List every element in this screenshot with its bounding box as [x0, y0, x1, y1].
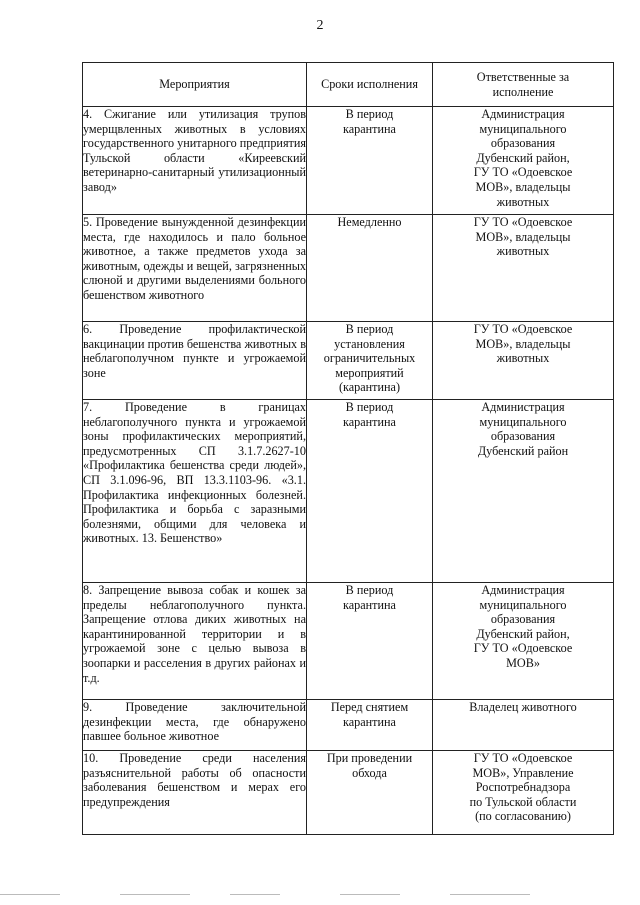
term-cell	[307, 400, 433, 583]
responsible-text: ГУ ТО «Одоевское МОВ», владельцы животных	[473, 215, 573, 259]
term-cell	[307, 700, 433, 751]
activity-text: 5. Проведение вынужденной дезинфекции места, где находилось и пало больное животное, а также предметов ухода за животным, одежды и вещей, загрязненных слюной и другими выделениями больного бешенством животного	[83, 215, 306, 302]
activity-cell	[83, 700, 307, 751]
measures-table	[82, 62, 614, 835]
responsible-text: Администрация муниципального образования Дубенский район, ГУ ТО «Одоевское МОВ», владельцы животных	[473, 107, 573, 209]
responsible-text: ГУ ТО «Одоевское МОВ», Управление Роспотребнадзора по Тульской области (по согласованию)	[469, 751, 577, 824]
term-text: Немедленно	[337, 215, 402, 229]
header-activities: Мероприятия	[83, 63, 307, 107]
header-terms: Сроки исполнения	[307, 63, 433, 107]
term-text: В период карантина	[343, 583, 396, 612]
activity-text: 10. Проведение среди населения разъяснительной работы об опасности заболевания бешенством и мерах его предупреждения	[83, 751, 306, 809]
activity-cell	[83, 583, 307, 700]
responsible-text: Администрация муниципального образования Дубенский район	[477, 400, 569, 458]
activity-cell	[83, 215, 307, 322]
responsible-cell	[433, 400, 614, 583]
table-row	[83, 583, 614, 700]
activity-cell	[83, 322, 307, 400]
activity-cell	[83, 751, 307, 835]
scan-artifact-line	[120, 894, 190, 895]
table-row	[83, 400, 614, 583]
activity-text: 4. Сжигание или утилизация трупов умерщвленных животных в условиях государственного унитарного предприятия Тульской области «Киреевский ветеринарно-санитарный утилизационный завод»	[83, 107, 307, 194]
table-row	[83, 751, 614, 835]
table-row	[83, 700, 614, 751]
term-text: В период установления ограничительных мероприятий (карантина)	[323, 322, 416, 395]
activity-text: 8. Запрещение вывоза собак и кошек за пределы неблагополучного пункта. Запрещение отлова диких животных на карантинированной территории и в угрожаемой зоне с целью вывоза в зоопарки и расселения в других районах и т.д.	[83, 583, 306, 685]
term-text: При проведении обхода	[326, 751, 413, 780]
scan-artifact-line	[340, 894, 400, 895]
responsible-cell	[433, 322, 614, 400]
term-cell	[307, 583, 433, 700]
responsible-text: Администрация муниципального образования Дубенский район, ГУ ТО «Одоевское МОВ»	[473, 583, 573, 670]
term-text: В период карантина	[343, 400, 396, 429]
term-cell	[307, 107, 433, 215]
table-row	[83, 107, 614, 215]
header-responsible: Ответственные за исполнение	[433, 63, 614, 107]
activity-cell	[83, 400, 307, 583]
scan-artifact-line	[450, 894, 530, 895]
responsible-cell	[433, 583, 614, 700]
responsible-text: ГУ ТО «Одоевское МОВ», владельцы животных	[473, 322, 573, 366]
responsible-cell	[433, 215, 614, 322]
activity-text: 7. Проведение в границах неблагополучного пункта и угрожаемой зоны профилактических мероприятий, предусмотренных СП 3.1.7.2627-10 «Профилактика бешенства среди людей», СП 3.1.096-96, ВП 13.3.1103-96. «3.1. Профилактика инфекционных болезней. Профилактика и борьба с заразными болезнями, общими для человека и животных. 13. Бешенство»	[83, 400, 306, 546]
table-row	[83, 215, 614, 322]
scan-artifact-line	[0, 894, 60, 895]
responsible-text: Владелец животного	[469, 700, 577, 714]
term-cell	[307, 751, 433, 835]
page-number: 2	[316, 18, 324, 33]
term-cell	[307, 322, 433, 400]
activity-text: 9. Проведение заключительной дезинфекции места, где обнаружено павшее больное животное	[83, 700, 306, 744]
scan-artifact-line	[230, 894, 280, 895]
responsible-cell	[433, 107, 614, 215]
term-text: Перед снятием карантина	[330, 700, 409, 729]
responsible-cell	[433, 751, 614, 835]
term-cell	[307, 215, 433, 322]
activity-cell	[83, 107, 307, 215]
table-header-row	[83, 63, 614, 107]
activity-text: 6. Проведение профилактической вакцинации против бешенства животных в неблагополучном пункте и угрожаемой зоне	[83, 322, 306, 380]
table-row	[83, 322, 614, 400]
responsible-cell	[433, 700, 614, 751]
term-text: В период карантина	[343, 107, 396, 136]
